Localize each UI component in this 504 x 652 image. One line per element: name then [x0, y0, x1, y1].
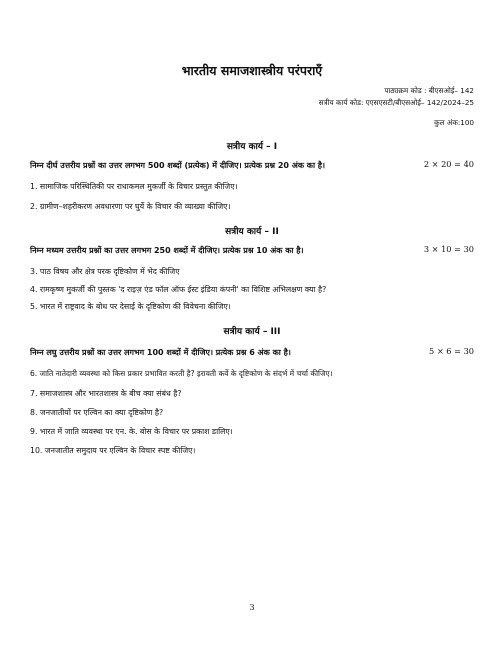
section-instruction-2: निम्न मध्यम उत्तरीय प्रश्नों का उत्तर लगभग 250 शब्दों में दीजिए। प्रत्येक प्रश्न 10 अंक का है।: [30, 246, 304, 255]
question-1: 1. सामाजिक परिस्थितिकी पर राधाकमल मुकर्जी के विचार प्रस्तुत कीजिए।: [30, 182, 238, 191]
page-title: भारतीय समाजशास्त्रीय परंपराएँ: [181, 63, 323, 78]
question-6: 6. जाति नातेदारी व्यवस्था को किस प्रकार प्रभावित करती है? इरावती कर्वे के दृष्टिकोण के संदर्भ में चर्चा कीजिए।: [30, 369, 333, 378]
section-marks-1: 2 × 20 = 40: [423, 159, 474, 169]
section-heading-3: सत्रीय कार्य – III: [223, 327, 281, 337]
total-marks: कुल अंक:100: [434, 118, 474, 127]
course-code: पाठ्यक्रम कोड : बीएसओई– 142: [384, 86, 474, 95]
section-instruction-3: निम्न लघु उत्तरीय प्रश्नों का उत्तर लगभग 100 शब्दों में दीजिए। प्रत्येक प्रश्न 6 अंक का है।: [30, 348, 291, 357]
question-5: 5. भारत में राष्ट्रवाद के बोध पर देसाई के दृष्टिकोण की विवेचना कीजिए।: [30, 302, 231, 311]
question-9: 9. भारत में जाति व्यवस्था पर एन. के. बोस के विचार पर प्रकाश डालिए।: [30, 427, 233, 436]
page-number: 3: [249, 603, 255, 612]
section-heading-2: सत्रीय कार्य – II: [225, 227, 279, 237]
question-2: 2. ग्रामीण–शहरीकरण अवधारणा पर घुर्ये के विचार की व्याख्या कीजिए।: [30, 202, 231, 211]
question-8: 8. जनजातीयों पर एल्विन का क्या दृष्टिकोण है?: [30, 408, 164, 417]
assignment-code: सत्रीय कार्य कोड: एएसएसटी/बीएसओई– 142/2024–25: [318, 98, 474, 107]
question-7: 7. समाजशास्त्र और भारतशास्त्र के बीच क्या संबंध है?: [30, 389, 182, 398]
question-3: 3. पाठ विषय और क्षेत्र परक दृष्टिकोण में भेद कीजिए: [30, 267, 180, 276]
section-heading-1: सत्रीय कार्य – I: [226, 142, 278, 152]
section-instruction-1: निम्न दीर्घ उत्तरीय प्रश्नों का उत्तर लगभग 500 शब्दों (प्रत्येक) में दीजिए। प्रत्येक प्रश्न 20 अंक का है।: [30, 161, 326, 170]
question-10: 10. जनजातीत समुदाय पर एल्विन के विचार स्पष्ट कीजिए।: [30, 446, 196, 455]
section-marks-3: 5 × 6 = 30: [429, 346, 474, 356]
section-marks-2: 3 × 10 = 30: [423, 244, 474, 254]
question-4: 4. रामकृष्ण मुकर्जी की पुस्तक 'द राइज़ एंड फॉल ऑफ ईस्ट इंडिया कंपनी' का विशिष्ट अभिलक्षण क्या है?: [30, 285, 327, 294]
